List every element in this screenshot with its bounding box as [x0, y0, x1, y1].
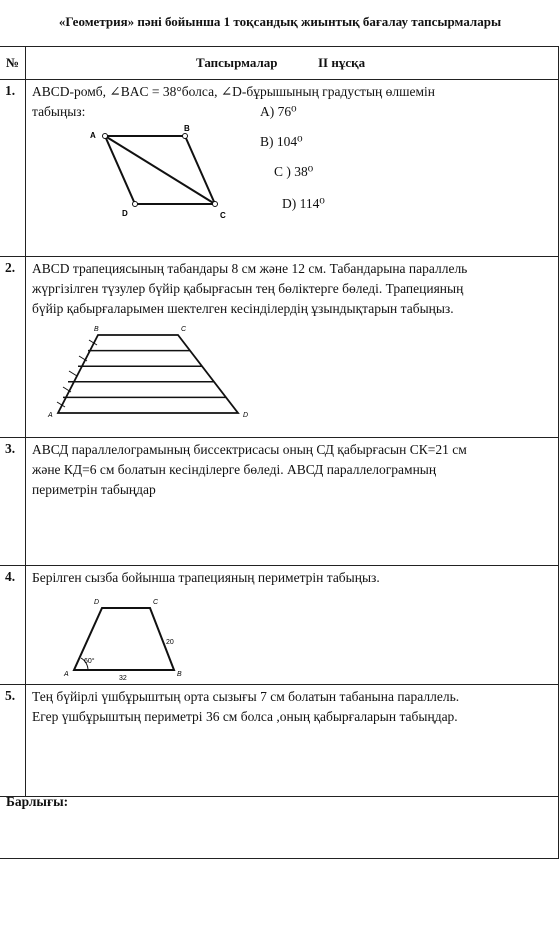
vertex-label: B	[94, 326, 99, 333]
rhombus-figure	[60, 124, 226, 226]
total-label: Барлығы:	[6, 794, 69, 809]
side-length-label: 20	[166, 639, 174, 646]
vertex-label: B	[184, 124, 190, 133]
header-tasks: Тапсырмалар	[196, 55, 278, 70]
task-row-1	[0, 80, 559, 257]
task-text: бүйір қабырғаларымен шектелген кесінділердің ұзындықтарын табыңыз.	[32, 301, 454, 316]
vertex-label: C	[220, 211, 226, 220]
header-num: №	[0, 47, 26, 80]
task-cell	[26, 438, 559, 566]
document-title: «Геометрия» пәні бойынша 1 тоқсандық жиынтық бағалау тапсырмалары	[58, 14, 502, 29]
task-number: 1.	[0, 80, 26, 257]
vertex-label: D	[94, 599, 100, 606]
header-tasks-cell	[26, 47, 559, 80]
vertex-label: B	[177, 671, 182, 678]
vertex-label: C	[153, 599, 159, 606]
task-text: АВСД параллелограмының биссектрисасы оның СД қабырғасын СК=21 см	[32, 442, 467, 457]
task-row-2	[0, 257, 559, 438]
task-cell	[26, 80, 559, 257]
task-text: ABCD-ромб, ∠BAC = 38°болса, ∠D-бұрышының градустың өлшемін	[32, 84, 436, 99]
answer-option: C ) 38⁰	[274, 164, 314, 179]
task-number: 5.	[0, 685, 26, 797]
task-row-3	[0, 438, 559, 566]
task-row-4	[0, 566, 559, 685]
task-text: периметрін табыңдар	[32, 482, 156, 497]
answer-option: A) 76⁰	[260, 104, 297, 119]
task-table	[0, 46, 559, 859]
task-number: 3.	[0, 438, 26, 566]
task-text: жүргізілген түзулер бүйір қабырғасын тең бөліктерге бөледі. Трапецияның	[32, 281, 464, 296]
task-cell	[26, 566, 559, 685]
header-variant: II нұсқа	[318, 55, 366, 70]
task-text: Егер үшбұрыштың периметрі 36 см болса ,оның қабырғаларын табыңдар.	[32, 709, 458, 724]
vertex-label: D	[243, 412, 249, 419]
task-text: Тең бүйірлі үшбұрыштың орта сызығы 7 см болатын табанына параллель.	[32, 689, 460, 704]
answer-option: B) 104⁰	[260, 134, 303, 149]
vertex-label: A	[48, 412, 53, 419]
trapezoid-figure	[38, 325, 258, 425]
task-cell	[26, 685, 559, 797]
base-length-label: 32	[119, 675, 127, 682]
total-row	[0, 797, 559, 859]
vertex-label: C	[181, 326, 187, 333]
task-text: Берілген сызба бойынша трапецияның периметрін табыңыз.	[32, 570, 380, 585]
trapezoid-figure	[58, 590, 218, 680]
total-cell	[0, 797, 559, 859]
task-text: және КД=6 см болатын кесінділерге бөледі. АВСД параллелограмның	[32, 462, 437, 477]
task-number: 2.	[0, 257, 26, 438]
task-row-5	[0, 685, 559, 797]
vertex-label: D	[122, 209, 128, 218]
task-text: ABCD трапециясының табандары 8 см және 12 см. Табандарына параллель	[32, 261, 468, 276]
trapezoid-shape	[58, 335, 238, 413]
table-header-row	[0, 47, 559, 80]
vertex-label: A	[64, 671, 69, 678]
diagonal-ac	[105, 136, 215, 204]
task-text: табыңыз:	[32, 104, 86, 119]
task-number: 4.	[0, 566, 26, 685]
answer-option: D) 114⁰	[282, 196, 325, 211]
vertex-label: A	[90, 131, 96, 140]
angle-label: 60°	[84, 658, 95, 665]
task-cell	[26, 257, 559, 438]
